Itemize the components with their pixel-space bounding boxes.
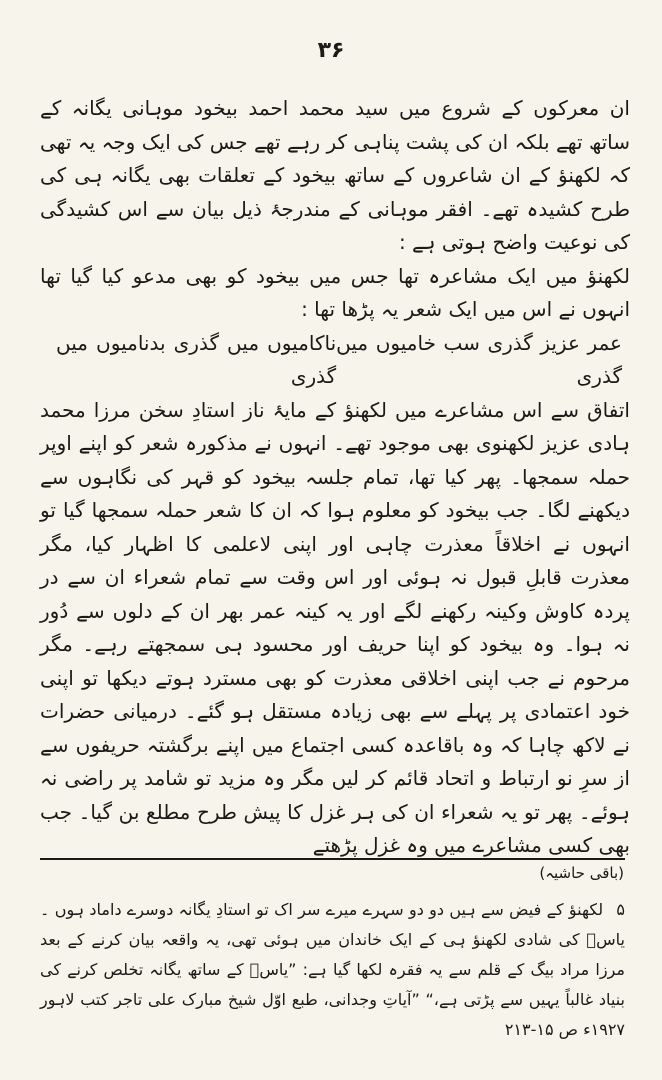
footnote-divider: [40, 858, 625, 860]
paragraph-intro: ان معرکوں کے شروع میں سید محمد احمد بیخود موہانی یگانہ کے ساتھ تھے بلکہ ان کی پشت پناہی کر رہے تھے جس کی ایک وجہ یہ تھی کہ لکھنؤ کے ان شاعروں کے ساتھ بیخود کے تعلقات بھی یگانہ ہی کی طرح کشیدہ تھے۔ افقر موہانی کے مندرجۂ ذیل بیان سے اس کشیدگی کی نوعیت واضح ہوتی ہے :: [40, 96, 630, 254]
paragraph-body: اتفاق سے اس مشاعرے میں لکھنؤ کے مایۂ ناز استادِ سخن مرزا محمد ہادی عزیز لکھنوی بھی موجود تھے۔ انہوں نے مذکورہ شعر کو اپنے اوپر حملہ سمجھا۔ پھر کیا تھا، تمام جلسہ بیخود کو قہر کی نگاہوں سے دیکھنے لگا۔ جب بیخود کو معلوم ہوا کہ ان کا شعر حملہ سمجھا گیا تو انہوں نے اخلاقاً معذرت چاہی اور اپنی لاعلمی کا اظہار کیا، مگر معذرت قابلِ قبول نہ ہوئی اور اس وقت سے تمام شعراء ان سے در پردہ کاوش وکینہ رکھنے لگے اور یہ کینہ عمر بھر ان کے دلوں سے دُور نہ ہوا۔ وہ بیخود کو اپنا حریف اور محسود ہی سمجھتے رہے۔ مگر مرحوم نے جب اپنی اخلاقی معذرت کو بھی مسترد ہوتے دیکھا تو اپنی خود اعتمادی پر پہلے سے بھی زیادہ مستقل ہو گئے۔ درمیانی حضرات نے لاکھ چاہا کہ وہ باقاعدہ کسی اجتماع میں اپنے برگشتہ حریفوں سے از سرِ نو ارتباط و اتحاد قائم کر لیں مگر وہ مزید تو شامد پر راضی نہ ہوئے۔ پھر تو یہ شعراء ان کی ہر غزل کا پیش طرح مطلع بن گیا۔ جب بھی کسی مشاعرے میں وہ غزل پڑھتے: [40, 397, 630, 857]
page-number: ۳۶: [317, 38, 345, 63]
paragraph-quote-intro: لکھنؤ میں ایک مشاعرہ تھا جس میں بیخود کو بھی مدعو کیا گیا تھا انہوں نے اس میں ایک شعر یہ پڑھا تھا :: [40, 263, 630, 321]
footnote-text: لکھنؤ کے فیض سے ہیں دو دو سہرے میرے سر اک تو استادِ یگانہ دوسرے داماد ہوں ۔ یاسؔ کی شادی لکھنؤ ہی کے ایک خاندان میں ہوئی تھی، یہ واقعہ بیان کرنے کے بعد مرزا مراد بیگ کے قلم سے یہ فقرہ لکھا گیا ہے: ”یاسؔ کے ساتھ یگانہ تخلص کرنے کی بنیاد غالباً یہیں سے پڑتی ہے،“ ”آیاتِ وجدانی، طبع اوّل شیخ مبارک علی تاجر کتب لاہور ۱۹۲۷ء ص ۱۵-۲۱۳: [40, 900, 625, 1039]
main-text: [40, 92, 630, 863]
footnotes: [40, 895, 625, 1045]
footnote-item: [40, 895, 625, 1045]
footnote-marker: ۵: [616, 900, 626, 919]
verse-misra-second: عمر عزیز گذری سب خامیوں میں گذری: [336, 330, 622, 388]
footnote-header: (باقی حاشیہ): [539, 864, 624, 882]
verse-misra-first: ناکامیوں میں گذری بدنامیوں میں گذری: [56, 330, 337, 388]
verse-couplet: [40, 327, 630, 394]
